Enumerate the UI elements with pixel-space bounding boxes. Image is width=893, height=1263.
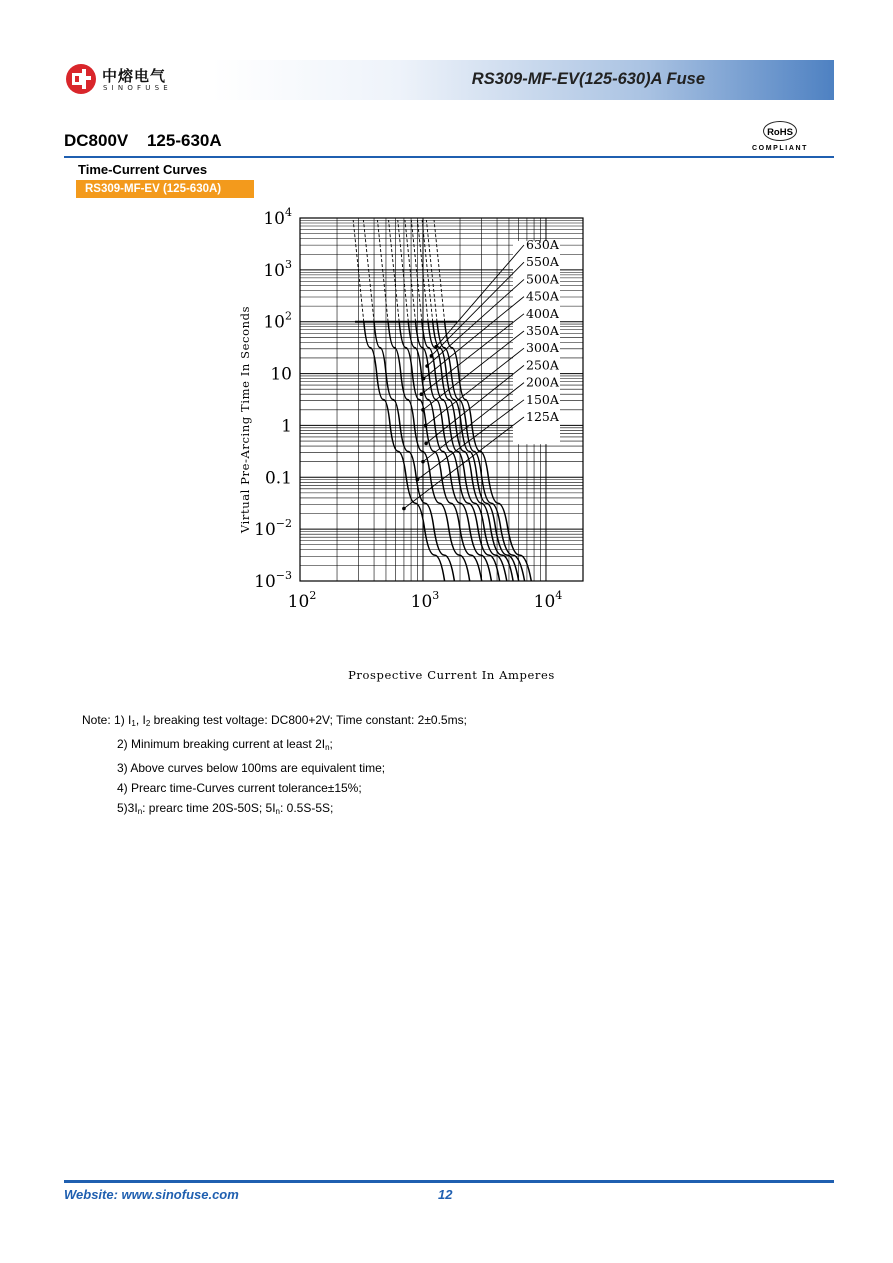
note-5-c: : 0.5S-5S; [280, 801, 334, 815]
note-5-sub-2: n [275, 807, 280, 816]
y-tick-base: 10 [254, 572, 276, 592]
x-tick-label [411, 589, 440, 612]
dashed-extension-250A [389, 220, 400, 322]
y-tick-exponent: 2 [285, 309, 292, 323]
series-label-150A: 150A [526, 391, 559, 407]
note-1-mid: , I [135, 713, 146, 727]
pointer-dot-450A [422, 377, 426, 381]
note-1-suffix: breaking test voltage: DC800+2V; Time constant: 2±0.5ms; [150, 713, 467, 727]
x-tick-label [534, 589, 563, 612]
pointer-dot-630A [434, 345, 438, 349]
footer-divider [64, 1180, 834, 1183]
pointer-dot-350A [421, 408, 425, 412]
y-tick-label [263, 206, 292, 229]
x-tick-base: 10 [287, 592, 310, 612]
x-tick-label [288, 589, 317, 612]
y-tick-label [265, 468, 292, 488]
y-tick-label [254, 569, 292, 592]
y-axis-ticks [254, 206, 292, 592]
chart-curves [364, 322, 532, 581]
y-tick-base: 0.1 [264, 468, 292, 489]
note-2-suffix: ; [329, 737, 333, 751]
logo-chinese-text: 中熔电气 [102, 67, 167, 85]
series-label-450A: 450A [526, 288, 559, 304]
y-tick-base: 10 [263, 260, 285, 281]
series-label-125A: 125A [526, 409, 559, 424]
note-2-sub: n [325, 743, 330, 752]
curves-title: Time-Current Curves [78, 162, 208, 177]
section-title: DC800V 125-630A [64, 131, 222, 150]
note-4: 4) Prearc time-Curves current tolerance±15%; [117, 781, 362, 795]
y-tick-exponent: 3 [285, 257, 292, 271]
note-2 [82, 734, 467, 758]
logo-english-text: SINOFUSE [103, 84, 172, 92]
y-tick-label [281, 416, 292, 436]
pointer-dot-150A [416, 478, 420, 482]
rohs-badge [752, 121, 812, 157]
x-tick-exponent: 4 [555, 589, 563, 602]
pointer-line-630A [436, 245, 524, 347]
x-tick-base: 10 [533, 592, 556, 612]
title-divider [64, 156, 834, 158]
sinofuse-logo-icon [64, 62, 98, 96]
page-title: RS309-MF-EV(125-630)A Fuse [471, 70, 705, 88]
rohs-compliant-label: COMPLIANT [752, 145, 809, 152]
page-number: 12 [438, 1187, 453, 1202]
x-tick-exponent: 2 [309, 589, 317, 602]
chart-label-pointers [402, 245, 524, 510]
series-label-300A: 300A [526, 340, 559, 356]
note-5 [82, 798, 467, 822]
pointer-dot-200A [421, 460, 425, 464]
note-3: 3) Above curves below 100ms are equivalent time; [117, 761, 386, 775]
pointer-dot-125A [402, 507, 406, 511]
chart-series-labels [526, 237, 560, 424]
y-tick-label [263, 310, 292, 333]
notes-block [82, 710, 467, 822]
dashed-extension-500A [422, 220, 433, 322]
note-1-prefix: Note: 1) I [82, 713, 132, 727]
dashed-extensions [353, 220, 444, 322]
y-tick-base: 10 [263, 209, 285, 229]
y-tick-label [263, 258, 292, 281]
pointer-dot-500A [425, 364, 429, 368]
rohs-oval-icon [763, 121, 797, 141]
y-tick-base: 10 [263, 312, 285, 333]
pointer-dot-250A [424, 442, 428, 446]
dashed-extension-400A [411, 220, 422, 322]
y-tick-base: 10 [254, 520, 276, 541]
note-5-a: 5)3I [117, 801, 138, 815]
note-5-b: : prearc time 20S-50S; 5I [142, 801, 276, 815]
note-1-sub-2: 2 [145, 719, 151, 728]
series-label-550A: 550A [526, 254, 559, 270]
y-tick-label [270, 365, 292, 385]
y-tick-base: 10 [270, 364, 292, 385]
company-logo [64, 62, 194, 98]
series-label-350A: 350A [526, 323, 559, 338]
y-tick-base: 1 [281, 416, 292, 437]
series-label-250A: 250A [526, 357, 559, 373]
x-axis-label: Prospective Current In Amperes [348, 668, 555, 682]
y-tick-label [254, 517, 292, 540]
pointer-line-250A [426, 365, 524, 443]
note-1-sub-1: 1 [131, 719, 136, 728]
curves-model-badge: RS309-MF-EV (125-630A) [76, 180, 254, 198]
series-label-400A: 400A [526, 305, 559, 321]
y-tick-exponent: 4 [285, 206, 292, 219]
dashed-extension-150A [363, 220, 374, 322]
pointer-dot-550A [430, 354, 434, 358]
pointer-dot-300A [424, 424, 428, 428]
footer-website[interactable]: Website: www.sinofuse.com [64, 1187, 239, 1202]
note-1 [82, 710, 467, 734]
series-label-200A: 200A [526, 374, 559, 390]
x-axis-ticks [288, 589, 563, 612]
note-2-prefix: 2) Minimum breaking current at least 2I [117, 737, 326, 751]
x-tick-base: 10 [410, 592, 433, 612]
series-label-500A: 500A [526, 271, 559, 287]
dashed-extension-200A [377, 220, 388, 322]
note-5-sub-1: n [137, 807, 143, 816]
rohs-label: RoHS [767, 127, 793, 138]
x-tick-exponent: 3 [432, 589, 440, 602]
y-axis-label: Virtual Pre-Arcing Time In Seconds [238, 305, 252, 534]
pointer-dot-400A [420, 392, 424, 396]
time-current-chart [230, 205, 610, 695]
series-label-630A: 630A [526, 237, 559, 252]
y-tick-exponent: −2 [275, 517, 292, 531]
y-tick-exponent: −3 [275, 569, 292, 582]
